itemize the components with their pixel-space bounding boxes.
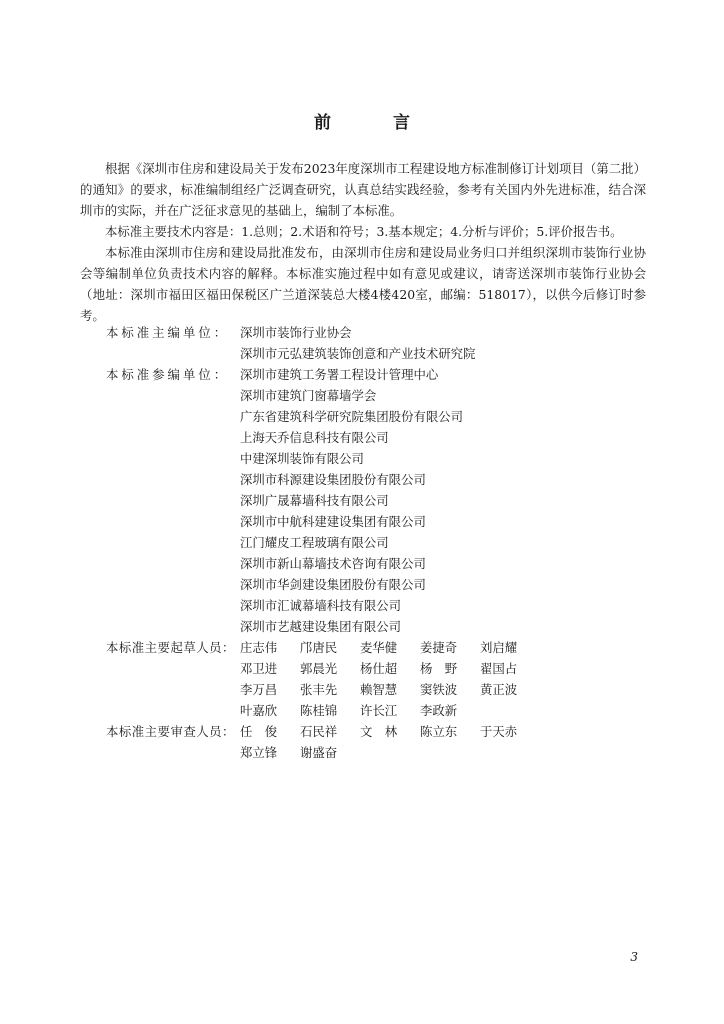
reviewer-name: 文 林 <box>360 724 398 739</box>
drafter-name: 张丰先 <box>300 682 338 697</box>
drafter-name: 窦铁波 <box>420 682 458 697</box>
drafter-name: 叶嘉欣 <box>240 703 278 718</box>
drafter-name: 庄志伟 <box>240 640 278 655</box>
paragraph-basis: 根据《深圳市住房和建设局关于发布2023年度深圳市工程建设地方标准制修订计划项目（第二批）的通知》的要求，标准编制组经广泛调查研究，认真总结实践经验，参考有关国内外先进标准，结合深圳市的实际，并在广泛征求意见的基础上，编制了本标准。 <box>80 161 646 218</box>
participating-unit: 广东省建筑科学研究院集团股份有限公司 <box>240 409 464 424</box>
drafters-line <box>240 637 540 658</box>
participating-unit: 深圳市汇诚幕墙科技有限公司 <box>240 598 402 613</box>
participating-unit-list <box>240 364 463 637</box>
contributors-block <box>106 322 540 760</box>
participating-unit: 深圳市建筑门窗幕墙学会 <box>240 388 377 403</box>
participating-unit: 深圳市华剑建设集团股份有限公司 <box>240 577 426 592</box>
drafter-name: 杨仕超 <box>360 661 398 676</box>
drafter-name: 邝唐民 <box>300 640 338 655</box>
drafters-list <box>240 637 540 721</box>
reviewers-label: 本标准主要审查人员： <box>106 724 235 739</box>
foreword-body <box>80 158 646 326</box>
reviewer-name: 于天赤 <box>480 724 518 739</box>
participating-unit-row <box>106 364 540 634</box>
participating-units-label: 本标准参编单位： <box>106 367 230 382</box>
reviewers-line <box>240 721 540 742</box>
page-number: 3 <box>630 950 638 964</box>
drafters-line <box>240 700 540 721</box>
chief-unit: 深圳市装饰行业协会 <box>240 325 352 340</box>
reviewer-name: 郑立锋 <box>240 745 278 760</box>
chief-unit-row <box>106 322 540 361</box>
page-title: 前 言 <box>314 113 438 133</box>
drafter-name: 陈桂锦 <box>300 703 338 718</box>
chief-unit: 深圳市元弘建筑装饰创意和产业技术研究院 <box>240 346 476 361</box>
drafter-name: 杨 野 <box>420 661 458 676</box>
reviewers-list <box>240 721 540 763</box>
drafters-line <box>240 658 540 679</box>
drafter-name: 麦华健 <box>360 640 398 655</box>
drafters-line <box>240 679 540 700</box>
drafter-name: 李政新 <box>420 703 458 718</box>
drafter-name: 黄正波 <box>480 682 518 697</box>
drafter-name: 姜捷奇 <box>420 640 458 655</box>
reviewers-row <box>106 721 540 760</box>
reviewer-name: 陈立东 <box>420 724 458 739</box>
drafter-name: 郭晨光 <box>300 661 338 676</box>
reviewer-name: 任 俊 <box>240 724 278 739</box>
paragraph-content: 本标准主要技术内容是：1.总则；2.术语和符号；3.基本规定；4.分析与评价；5.评价报告书。 <box>105 224 623 239</box>
participating-unit: 深圳市艺越建设集团有限公司 <box>240 619 402 634</box>
participating-unit: 深圳市中航科建建设集团有限公司 <box>240 514 426 529</box>
chief-units-label: 本标准主编单位： <box>106 325 230 340</box>
paragraph-interpretation: 本标准由深圳市住房和建设局批准发布，由深圳市住房和建设局业务归口并组织深圳市装饰行业协会等编制单位负责技术内容的解释。本标准实施过程中如有意见或建议，请寄送深圳市装饰行业协会（地址：深圳市福田区福田保税区广兰道深装总大楼4楼420室，邮编：518017），以供今后修订时参考。 <box>80 245 646 323</box>
drafter-name: 许长江 <box>360 703 398 718</box>
reviewer-name: 石民祥 <box>300 724 338 739</box>
drafter-name: 刘启耀 <box>480 640 518 655</box>
participating-unit: 上海天乔信息科技有限公司 <box>240 430 389 445</box>
participating-unit: 深圳市新山幕墙技术咨询有限公司 <box>240 556 426 571</box>
reviewers-line <box>240 742 540 763</box>
participating-unit: 中建深圳装饰有限公司 <box>240 451 364 466</box>
chief-unit-list <box>240 322 475 364</box>
drafter-name: 赖智慧 <box>360 682 398 697</box>
reviewer-name: 谢盛奋 <box>300 745 338 760</box>
participating-unit: 深圳广晟幕墙科技有限公司 <box>240 493 389 508</box>
drafters-row <box>106 637 540 718</box>
drafters-label: 本标准主要起草人员： <box>106 640 235 655</box>
drafter-name: 李万昌 <box>240 682 278 697</box>
participating-unit: 江门耀皮工程玻璃有限公司 <box>240 535 389 550</box>
participating-unit: 深圳市建筑工务署工程设计管理中心 <box>240 367 439 382</box>
drafter-name: 翟国占 <box>480 661 518 676</box>
participating-unit: 深圳市科源建设集团股份有限公司 <box>240 472 426 487</box>
drafter-name: 邓卫进 <box>240 661 278 676</box>
